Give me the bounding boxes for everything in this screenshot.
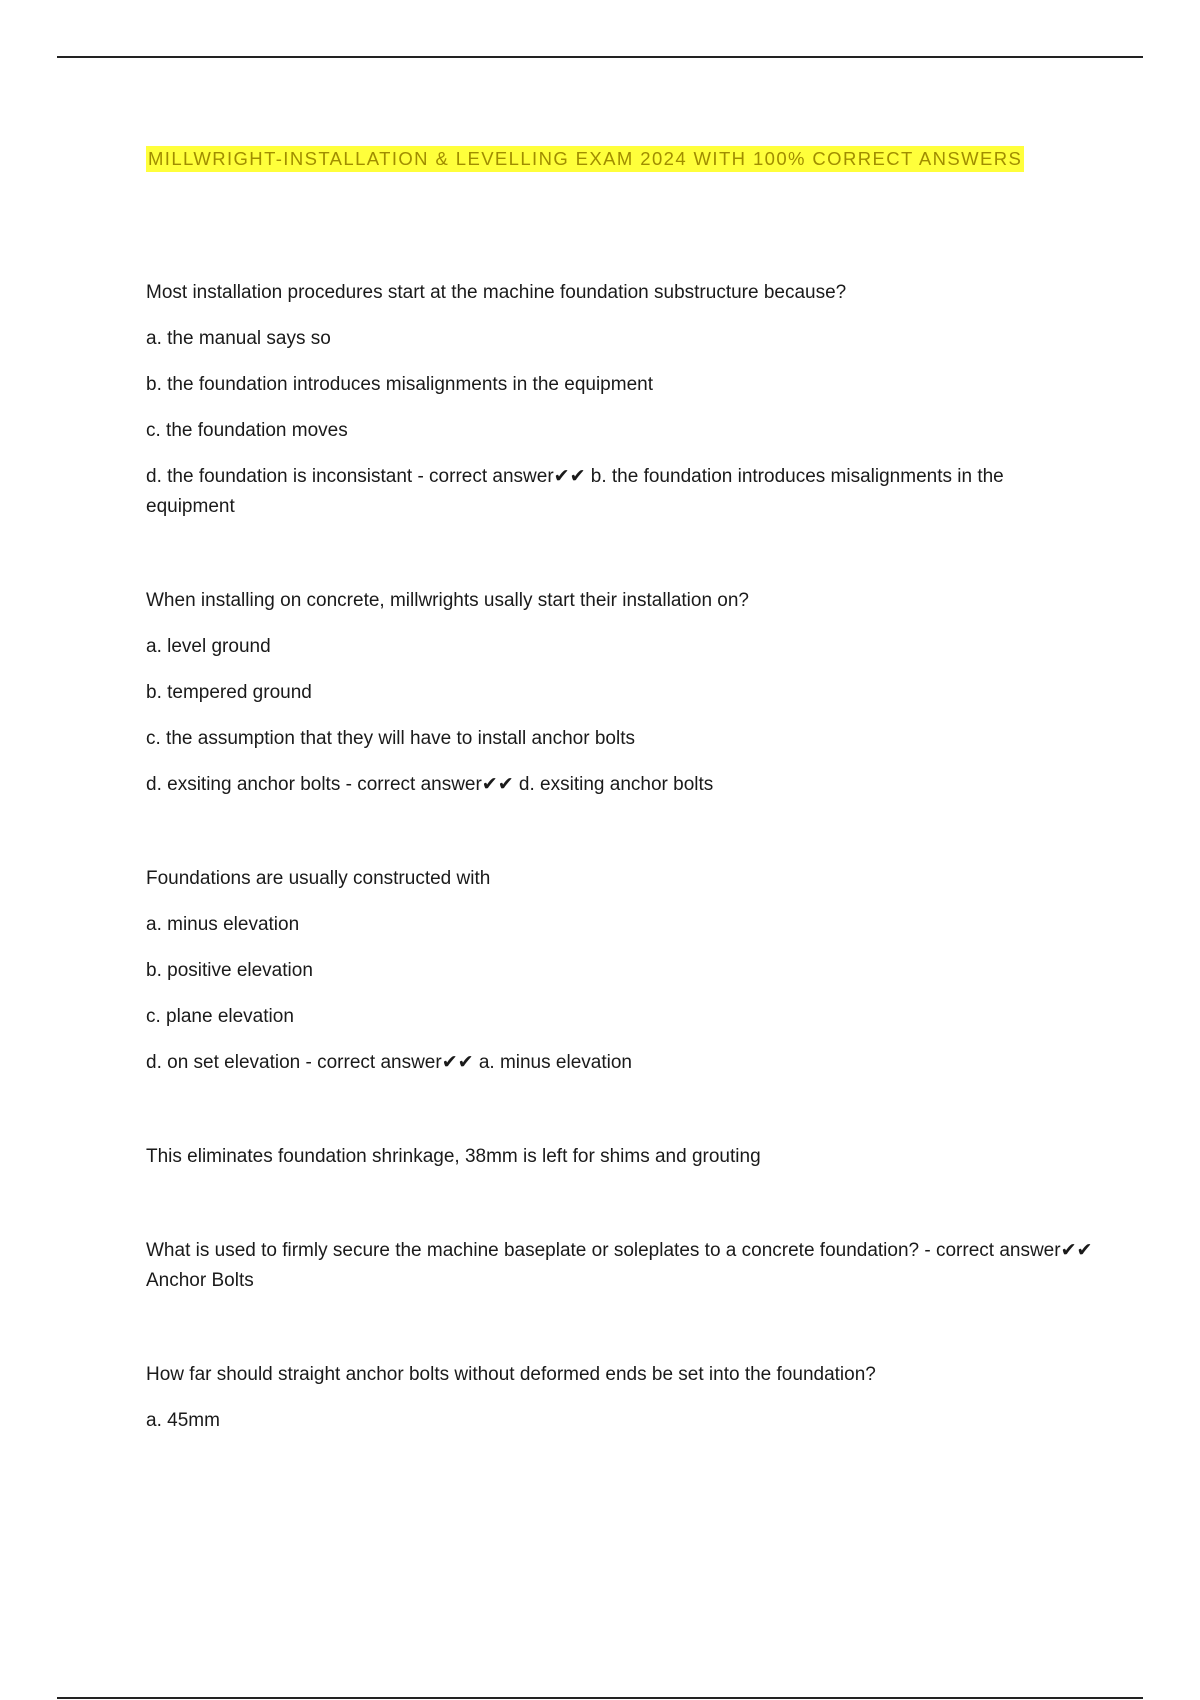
- question-text: Most installation procedures start at the machine foundation substructure because?: [146, 282, 847, 303]
- question-block: [146, 864, 1096, 1078]
- answer-option: b. tempered ground: [146, 682, 312, 703]
- question-text: This eliminates foundation shrinkage, 38mm is left for shims and grouting: [146, 1146, 761, 1167]
- answer-option-with-correct-answer: d. exsiting anchor bolts - correct answer✔✔ d. exsiting anchor bolts: [146, 774, 714, 795]
- page-content: [146, 146, 1096, 1500]
- question-with-correct-answer: What is used to firmly secure the machine baseplate or soleplates to a concrete foundation? - correct answer✔✔ Anchor Bolts: [146, 1240, 1093, 1291]
- question-block: [146, 1360, 1096, 1436]
- question-block: [146, 1142, 1096, 1172]
- question-list: [146, 278, 1096, 1436]
- question-block: [146, 1236, 1096, 1296]
- question-block: [146, 586, 1096, 800]
- top-rule: [57, 56, 1143, 58]
- answer-option: a. 45mm: [146, 1410, 220, 1431]
- question-text: Foundations are usually constructed with: [146, 868, 491, 889]
- answer-option: a. minus elevation: [146, 914, 300, 935]
- answer-option: a. the manual says so: [146, 328, 331, 349]
- answer-option: c. the foundation moves: [146, 420, 348, 441]
- answer-option-with-correct-answer: d. on set elevation - correct answer✔✔ a. minus elevation: [146, 1052, 632, 1073]
- document-title: MILLWRIGHT-INSTALLATION & LEVELLING EXAM 2024 WITH 100% CORRECT ANSWERS: [146, 146, 1024, 172]
- answer-option: a. level ground: [146, 636, 271, 657]
- answer-option: c. the assumption that they will have to install anchor bolts: [146, 728, 635, 749]
- question-text: When installing on concrete, millwrights usally start their installation on?: [146, 590, 749, 611]
- bottom-rule: [57, 1697, 1143, 1699]
- question-block: [146, 278, 1096, 522]
- answer-option: b. positive elevation: [146, 960, 313, 981]
- question-text: How far should straight anchor bolts without deformed ends be set into the foundation?: [146, 1364, 876, 1385]
- answer-option: c. plane elevation: [146, 1006, 294, 1027]
- answer-option: b. the foundation introduces misalignments in the equipment: [146, 374, 653, 395]
- answer-option-with-correct-answer: d. the foundation is inconsistant - correct answer✔✔ b. the foundation introduces misalignments in the equipment: [146, 466, 1004, 517]
